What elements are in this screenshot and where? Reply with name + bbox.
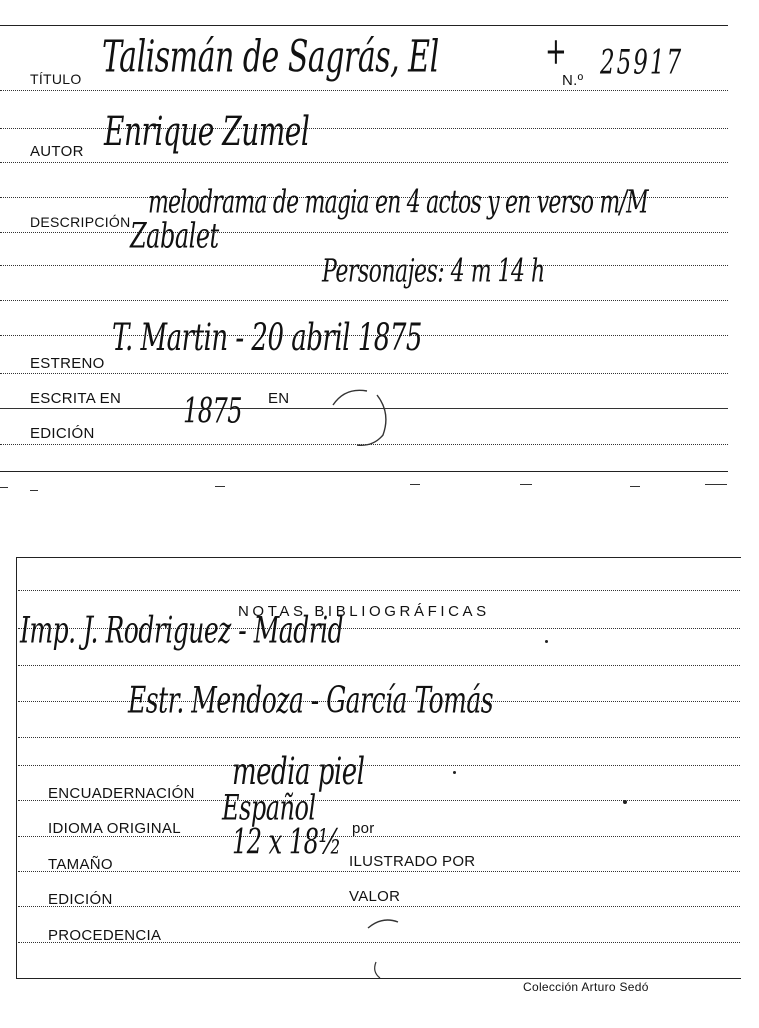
notes-line1: Imp. J. Rodriguez - Madrid [20,608,344,651]
ink-speck [623,800,627,804]
edge-mark [410,484,420,485]
rule [0,232,728,233]
edge-mark [630,486,640,487]
rule [18,590,740,591]
edge-mark [0,487,8,488]
notas-heading: NOTAS BIBLIOGRÁFICAS [238,603,490,620]
ilustrado-label: ILUSTRADO POR [349,853,476,870]
notes-line2: Estr. Mendoza - García Tomás [128,678,494,721]
rule [18,906,740,907]
edicion2-label: EDICIÓN [48,891,113,908]
rule [0,90,728,91]
descripcion-line1: melodrama de magia en 4 actos y en verso m/M [148,184,648,221]
edge-mark [520,484,532,485]
number-label: N.º [562,72,584,89]
estreno-label: ESTRENO [30,355,105,372]
por-label: por [352,820,375,837]
descripcion-line3: Personajes: 4 m 14 h [322,253,545,290]
edge-mark [705,484,727,485]
number-value: 25917 [600,44,684,82]
rule [0,373,728,374]
idioma-label: IDIOMA ORIGINAL [48,820,181,837]
encuadernacion-value: media piel [232,750,365,794]
rule [0,162,728,163]
descripcion-line2: Zabalet [130,215,219,256]
collection-footer: Colección Arturo Sedó [523,980,649,994]
ink-speck [453,771,456,774]
edge-mark [215,486,225,487]
escrita-en-label: ESCRITA EN [30,390,122,407]
idioma-value: Español [222,787,316,828]
tamano-label: TAMAÑO [48,856,113,873]
number-mark: + [545,30,567,74]
rule [18,871,740,872]
rule [18,665,740,666]
edicion-label: EDICIÓN [30,425,95,442]
en-label: EN [268,390,290,407]
rule [18,765,740,766]
rule [18,737,740,738]
punch-hole-mark [325,383,395,453]
edge-mark [30,490,38,491]
valor-label: VALOR [349,888,401,905]
procedencia-label: PROCEDENCIA [48,927,162,944]
rule [0,300,728,301]
descripcion-label: DESCRIPCIÓN [30,214,131,230]
edicion-value: 1875 [183,390,243,431]
punch-hole-mark [362,912,422,982]
autor-value: Enrique Zumel [104,107,310,155]
tamano-value: 12 x 18½ [232,821,342,862]
autor-label: AUTOR [30,143,84,160]
titulo-value: Talismán de Sagrás, El [102,32,439,83]
estreno-value: T. Martin - 20 abril 1875 [112,316,422,360]
ink-speck [545,640,548,643]
titulo-label: TÍTULO [30,71,82,87]
encuadernacion-label: ENCUADERNACIÓN [48,785,195,802]
